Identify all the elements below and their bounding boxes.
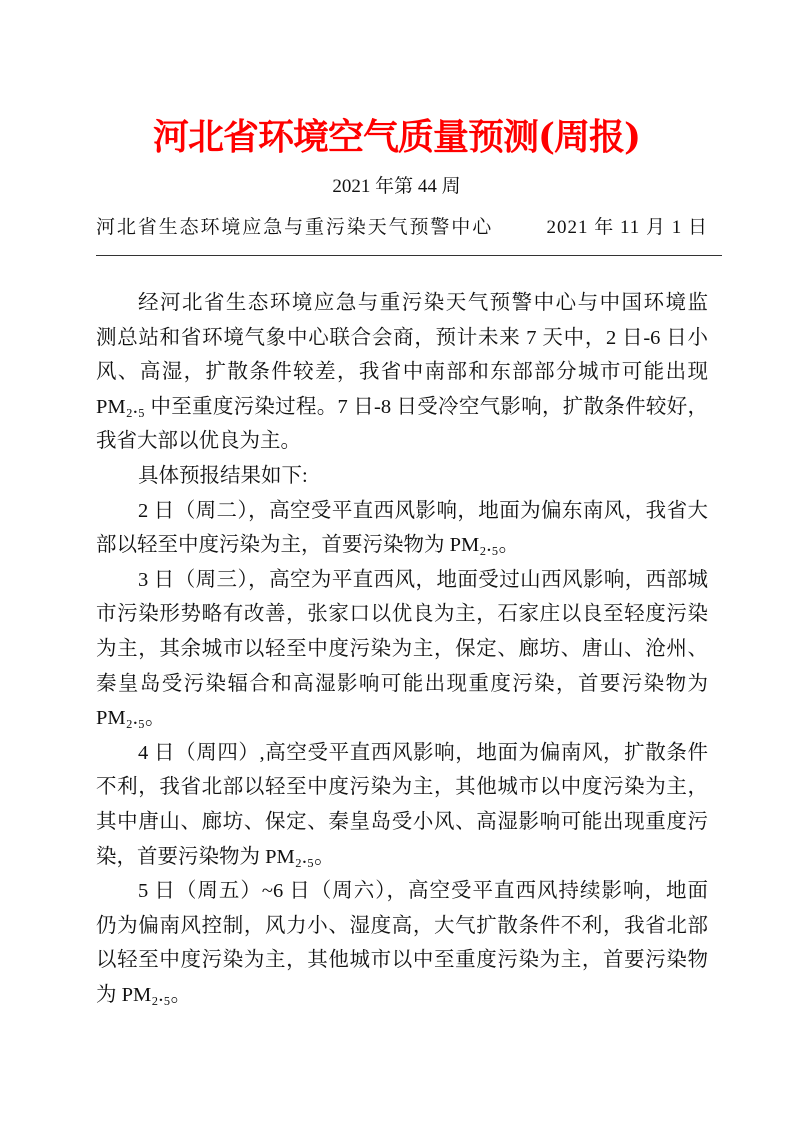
text-line: 秦皇岛受污染辐合和高湿影响可能出现重度污染，首要污染物为 [96, 672, 708, 695]
issue-date: 2021 年 11 月 1 日 [546, 217, 708, 238]
text-line: 染，首要污染物为 PM₂.₅。 [96, 845, 335, 868]
paragraph-intro [96, 459, 708, 494]
paragraph-day-2 [96, 494, 708, 563]
header-divider [96, 255, 722, 256]
paragraph-day-4 [96, 736, 708, 874]
text-line: 我省大部以优良为主。 [96, 430, 301, 453]
text-line: 部以轻至中度污染为主，首要污染物为 PM₂.₅。 [96, 534, 520, 557]
paragraph-day-3 [96, 563, 708, 736]
text-line: 为 PM₂.₅。 [96, 983, 192, 1006]
paragraph-day-5-6 [96, 874, 708, 1012]
text-line: 测总站和省环境气象中心联合会商，预计未来 7 天中，2 日-6 日小 [96, 326, 708, 349]
text-line: 为主，其余城市以轻至中度污染为主，保定、廊坊、唐山、沧州、 [96, 637, 708, 660]
text-line: 市污染形势略有改善，张家口以优良为主，石家庄以良至轻度污染 [96, 603, 708, 626]
text-line: 5 日（周五）~6 日（周六），高空受平直西风持续影响，地面 [138, 880, 708, 903]
text-line: 仍为偏南风控制，风力小、湿度高，大气扩散条件不利，我省北部 [96, 914, 708, 937]
text-line: 具体预报结果如下: [138, 464, 308, 487]
issue-number: 2021 年第 44 周 [332, 176, 461, 197]
issuing-organization: 河北省生态环境应急与重污染天气预警中心 [96, 217, 494, 238]
text-line: 4 日（周四）,高空受平直西风影响，地面为偏南风，扩散条件 [138, 741, 708, 764]
text-line: 经河北省生态环境应急与重污染天气预警中心与中国环境监 [138, 292, 708, 314]
text-line: 其中唐山、廊坊、保定、秦皇岛受小风、高湿影响可能出现重度污 [96, 810, 708, 833]
text-line: 以轻至中度污染为主，其他城市以中至重度污染为主，首要污染物 [96, 949, 708, 972]
text-line: 不利，我省北部以轻至中度污染为主，其他城市以中度污染为主， [96, 776, 708, 799]
paragraph-summary [96, 286, 708, 459]
text-line: PM₂.₅。 [96, 707, 166, 730]
text-line: 3 日（周三），高空为平直西风，地面受过山西风影响，西部城 [138, 568, 708, 591]
report-title: 河北省环境空气质量预测(周报) [152, 116, 641, 158]
text-line: PM₂.₅ 中至重度污染过程。7 日-8 日受冷空气影响，扩散条件较好， [96, 395, 708, 418]
issuer-line [96, 213, 708, 243]
text-line: 风、高湿，扩散条件较差，我省中南部和东部部分城市可能出现 [96, 361, 708, 384]
text-line: 2 日（周二），高空受平直西风影响，地面为偏东南风，我省大 [138, 499, 708, 522]
report-body [96, 286, 708, 1012]
